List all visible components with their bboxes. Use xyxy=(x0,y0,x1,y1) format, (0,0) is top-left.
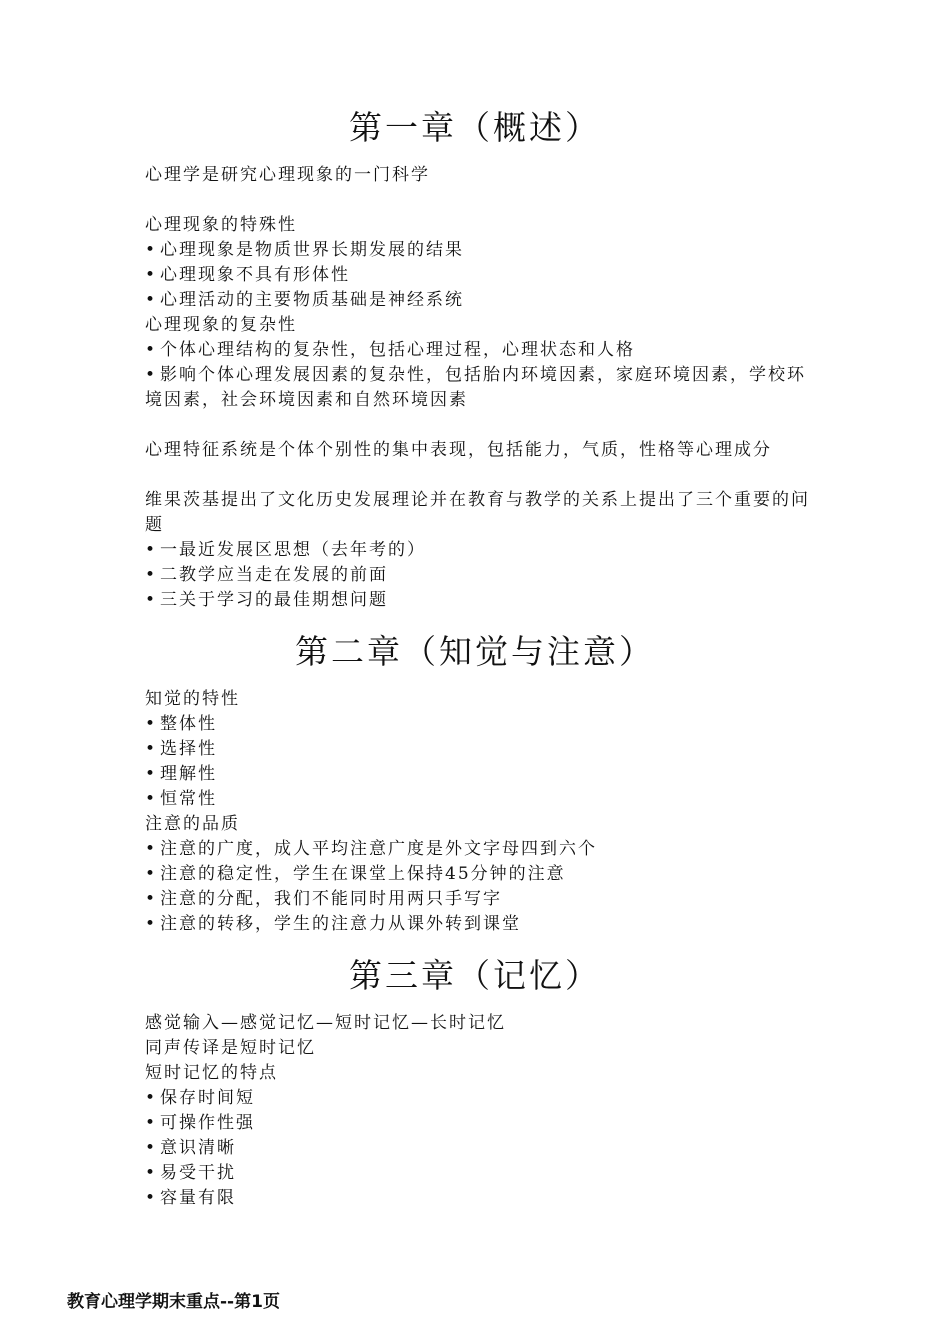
page-footer: 教育心理学期末重点--第1页 xyxy=(67,1292,280,1312)
ch1-line-2: 心理现象的特殊性 xyxy=(145,215,297,235)
ch3-line-2: 同声传译是短时记忆 xyxy=(145,1038,316,1058)
ch1-bullet-3: • 心理活动的主要物质基础是神经系统 xyxy=(145,288,815,313)
ch1-bullet-5: • 影响个体心理发展因素的复杂性，包括胎内环境因素，家庭环境因素，学校环境因素，社会环境因素和自然环境因素 xyxy=(145,363,815,413)
chapter-1-title: 第一章（概述） xyxy=(349,108,601,147)
ch3-bullet-5: • 容量有限 xyxy=(145,1186,815,1211)
ch1-line-1: 心理学是研究心理现象的一门科学 xyxy=(145,165,430,185)
ch3-bullet-4: • 易受干扰 xyxy=(145,1161,815,1186)
ch2-line-2: 注意的品质 xyxy=(145,814,240,834)
ch2-bullet-8: • 注意的转移，学生的注意力从课外转到课堂 xyxy=(145,912,815,937)
ch3-line-3: 短时记忆的特点 xyxy=(145,1063,278,1083)
ch2-bullet-4: • 恒常性 xyxy=(145,787,815,812)
ch1-line-5: 维果茨基提出了文化历史发展理论并在教育与教学的关系上提出了三个重要的问题 xyxy=(145,490,810,535)
ch1-bullet-1: • 心理现象是物质世界长期发展的结果 xyxy=(145,238,815,263)
chapter-3-title: 第三章（记忆） xyxy=(349,956,601,995)
ch3-line-1: 感觉输入—感觉记忆—短时记忆—长时记忆 xyxy=(145,1013,506,1033)
ch2-line-1: 知觉的特性 xyxy=(145,689,240,709)
ch1-line-4: 心理特征系统是个体个别性的集中表现，包括能力，气质，性格等心理成分 xyxy=(145,440,772,460)
ch2-bullet-3: • 理解性 xyxy=(145,762,815,787)
ch2-bullet-2: • 选择性 xyxy=(145,737,815,762)
ch3-bullet-1: • 保存时间短 xyxy=(145,1086,815,1111)
ch1-bullet-2: • 心理现象不具有形体性 xyxy=(145,263,815,288)
ch3-bullet-3: • 意识清晰 xyxy=(145,1136,815,1161)
ch1-line-3: 心理现象的复杂性 xyxy=(145,315,297,335)
ch2-bullet-6: • 注意的稳定性，学生在课堂上保持45分钟的注意 xyxy=(145,862,815,887)
ch3-bullet-2: • 可操作性强 xyxy=(145,1111,815,1136)
ch1-bullet-6: • 一最近发展区思想（去年考的） xyxy=(145,538,815,563)
ch2-bullet-7: • 注意的分配，我们不能同时用两只手写字 xyxy=(145,887,815,912)
ch1-bullet-7: • 二教学应当走在发展的前面 xyxy=(145,563,815,588)
ch1-bullet-4: • 个体心理结构的复杂性，包括心理过程，心理状态和人格 xyxy=(145,338,815,363)
chapter-2-title: 第二章（知觉与注意） xyxy=(295,632,655,671)
ch2-bullet-5: • 注意的广度，成人平均注意广度是外文字母四到六个 xyxy=(145,837,815,862)
ch2-bullet-1: • 整体性 xyxy=(145,712,815,737)
ch1-bullet-8: • 三关于学习的最佳期想问题 xyxy=(145,588,815,613)
